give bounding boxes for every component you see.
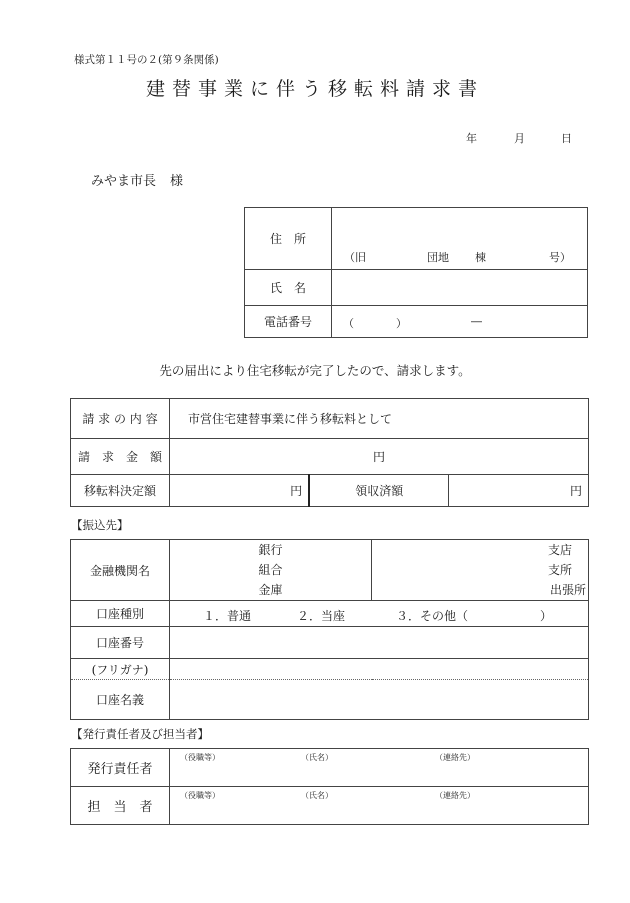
type-union: 組合 [258, 563, 283, 577]
bank-section-title: 【振込先】 [71, 518, 129, 532]
received-label: 領収済額 [309, 475, 449, 507]
amount-label: 請 求 金 額 [71, 439, 170, 475]
danchi-label: 団地 [427, 251, 449, 264]
date-year-label: 年 [466, 132, 477, 145]
branch-sub-office: 出張所 [549, 583, 586, 597]
issuer-position-label: （役職等） [180, 753, 220, 762]
former-prefix: （旧 [344, 251, 366, 264]
room-suffix: 号） [549, 251, 571, 264]
account-number-field[interactable] [170, 627, 589, 659]
bank-table [70, 539, 589, 720]
phone-field[interactable] [332, 306, 588, 338]
issuer-name-label: （氏名） [301, 753, 333, 762]
amount-field[interactable] [170, 439, 589, 475]
page-title: 建替事業に伴う移転料請求書 [145, 78, 484, 100]
statement: 先の届出により住宅移転が完了したので、請求します。 [159, 363, 471, 378]
account-type-field[interactable] [170, 601, 589, 627]
staff-position-label: （役職等） [180, 791, 220, 800]
building-label: 棟 [475, 251, 486, 264]
institution-label: 金融機関名 [71, 540, 170, 601]
applicant-table [244, 207, 588, 338]
content-label: 請 求 の 内 容 [71, 399, 170, 439]
claim-table [70, 398, 589, 507]
furigana-label: (フリガナ) [71, 659, 170, 680]
content-value: 市営住宅建替事業に伴う移転料として [170, 399, 589, 439]
amount-unit: 円 [372, 450, 385, 464]
account-holder-label: 口座名義 [71, 680, 170, 720]
branch-type-cell[interactable] [372, 540, 589, 601]
account-type-other[interactable]: ３．その他（ [396, 609, 469, 623]
addressee-honorific: 様 [170, 174, 184, 189]
issuer-contact-label: （連絡先） [435, 753, 475, 762]
received-field[interactable] [449, 475, 589, 507]
furigana-field[interactable] [170, 659, 589, 680]
type-bank: 銀行 [258, 543, 283, 557]
responsible-table [70, 748, 589, 825]
phone-paren-close: ） [396, 317, 407, 330]
institution-type-cell[interactable] [170, 540, 372, 601]
name-field[interactable] [332, 270, 588, 306]
issuer-label: 発行責任者 [71, 749, 170, 787]
type-credit: 金庫 [258, 583, 283, 597]
address-label: 住 所 [245, 208, 332, 270]
addressee-name: みやま市長 [91, 174, 157, 189]
account-type-label: 口座種別 [71, 601, 170, 627]
decided-field[interactable] [170, 475, 310, 507]
decided-unit: 円 [290, 484, 303, 498]
received-unit: 円 [569, 484, 582, 498]
address-field[interactable] [332, 208, 588, 270]
branch-branch: 支店 [547, 543, 572, 557]
decided-label: 移転料決定額 [71, 475, 170, 507]
addressee [91, 170, 183, 189]
date-day-label: 日 [561, 132, 572, 145]
issuer-field[interactable] [170, 749, 589, 787]
name-label: 氏 名 [245, 270, 332, 306]
date-month-label: 月 [514, 132, 525, 145]
phone-dash: ― [471, 315, 482, 328]
phone-paren-open: （ [343, 317, 354, 330]
account-type-ordinary[interactable]: １．普通 [203, 609, 252, 623]
staff-name-label: （氏名） [301, 791, 333, 800]
responsible-section-title: 【発行責任者及び担当者】 [71, 727, 209, 741]
staff-field[interactable] [170, 787, 589, 825]
account-holder-field[interactable] [170, 680, 589, 720]
staff-label: 担 当 者 [71, 787, 170, 825]
phone-label: 電話番号 [245, 306, 332, 338]
form-number: 様式第１１号の２(第９条関係) [74, 54, 219, 66]
branch-office: 支所 [547, 563, 572, 577]
staff-contact-label: （連絡先） [435, 791, 475, 800]
account-type-current[interactable]: ２．当座 [297, 609, 346, 623]
account-number-label: 口座番号 [71, 627, 170, 659]
account-type-other-close: ） [540, 609, 553, 623]
